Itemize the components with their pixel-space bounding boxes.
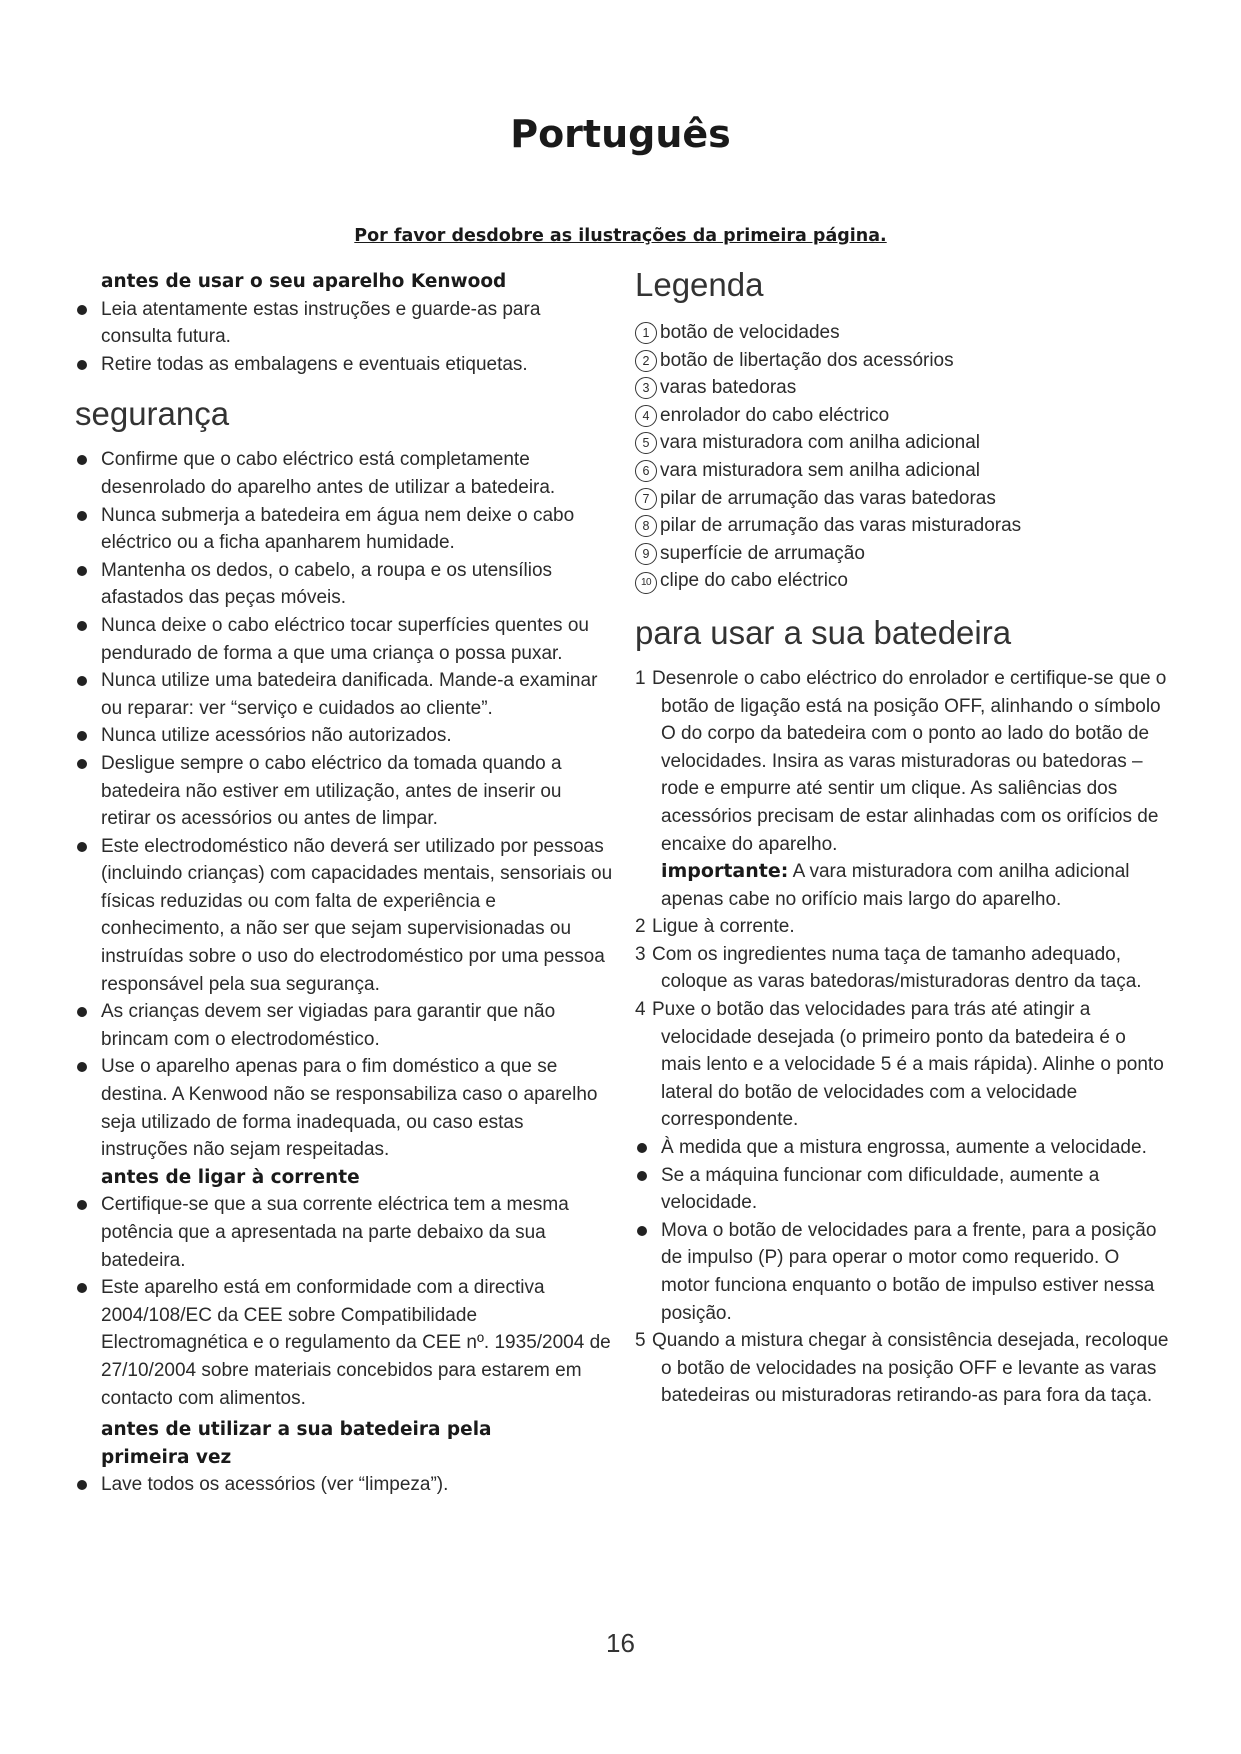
legend-number: 8 xyxy=(635,515,657,537)
unfold-illustrations-note: Por favor desdobre as ilustrações da primeira página. xyxy=(354,226,887,246)
list-item: Retire todas as embalagens e eventuais etiquetas. xyxy=(75,351,615,379)
legend-text: vara misturadora sem anilha adicional xyxy=(660,459,980,481)
legend-number: 2 xyxy=(635,350,657,372)
list-item: Confirme que o cabo eléctrico está completamente desenrolado do aparelho antes de utilizar a batedeira. xyxy=(75,446,615,501)
legend-item xyxy=(635,540,1170,568)
legend-number: 7 xyxy=(635,488,657,510)
before-use-heading: antes de usar o seu aparelho Kenwood xyxy=(101,271,507,292)
list-item: Mova o botão de velocidades para a frente, para a posição de impulso (P) para operar o motor como requerido. O motor funciona enquanto o botão de impulso estiver nessa posição. xyxy=(635,1217,1170,1327)
list-item: Nunca utilize uma batedeira danificada. Mande-a examinar ou reparar: ver “serviço e cuidados ao cliente”. xyxy=(75,667,615,722)
legend-item xyxy=(635,347,1170,375)
safety-list xyxy=(75,446,615,1163)
list-item: Este electrodoméstico não deverá ser utilizado por pessoas (incluindo crianças) com capacidades mentais, sensoriais ou físicas reduzidas ou com falta de experiência e conhecimento, a não ser que sejam supervisionadas ou instruídas sobre o uso do electrodoméstico por uma pessoa responsável pela sua segurança. xyxy=(75,833,615,999)
safety-heading: segurança xyxy=(75,395,230,433)
usage-step xyxy=(635,665,1170,913)
usage-step xyxy=(635,941,1170,996)
list-item: Se a máquina funcionar com dificuldade, aumente a velocidade. xyxy=(635,1162,1170,1217)
legend-list xyxy=(635,319,1170,595)
usage-heading: para usar a sua batedeira xyxy=(635,613,1012,651)
legend-item xyxy=(635,485,1170,513)
step-text: Ligue à corrente. xyxy=(652,916,795,938)
list-item: Desligue sempre o cabo eléctrico da tomada quando a batedeira não estiver em utilização, antes de inserir ou retirar os acessórios ou antes de limpar. xyxy=(75,750,615,833)
step-text: Puxe o botão das velocidades para trás até atingir a velocidade desejada (o primeiro ponto da batedeira é o mais lento e a velocidade 5 é a mais rápida). Alinhe o ponto lateral do botão de velocidades com a velocidade correspondente. xyxy=(652,999,1164,1131)
list-item: Nunca deixe o cabo eléctrico tocar superfícies quentes ou pendurado de forma a que uma criança o possa puxar. xyxy=(75,612,615,667)
legend-number: 1 xyxy=(635,322,657,344)
legend-text: pilar de arrumação das varas batedoras xyxy=(660,487,996,509)
before-plug-heading: antes de ligar à corrente xyxy=(101,1166,360,1188)
legend-item xyxy=(635,374,1170,402)
list-item: Nunca submerja a batedeira em água nem deixe o cabo eléctrico ou a ficha apanharem humidade. xyxy=(75,502,615,557)
first-use-list xyxy=(75,1471,615,1499)
step-text: Desenrole o cabo eléctrico do enrolador e certifique-se que o botão de ligação está na posição OFF, alinhando o símbolo O do corpo da batedeira com o ponto ao lado do botão de velocidades. Insira as varas misturadoras ou batedoras – rode e empurre até sentir um clique. As saliências dos acessórios precisam de estar alinhadas com os orifícios de encaixe do aparelho. xyxy=(652,667,1167,855)
legend-item xyxy=(635,402,1170,430)
step-number: 4 xyxy=(635,999,646,1021)
legend-text: clipe do cabo eléctrico xyxy=(660,570,848,592)
list-item: Mantenha os dedos, o cabelo, a roupa e os utensílios afastados das peças móveis. xyxy=(75,557,615,612)
before-use-list xyxy=(75,296,615,379)
legend-number: 4 xyxy=(635,405,657,427)
important-label: importante: xyxy=(661,860,789,883)
legend-number: 6 xyxy=(635,460,657,482)
step-number: 5 xyxy=(635,1330,646,1352)
usage-step xyxy=(635,913,1170,941)
right-column xyxy=(635,268,1170,1410)
legend-number: 3 xyxy=(635,377,657,399)
list-item: Leia atentamente estas instruções e guarde-as para consulta futura. xyxy=(75,296,615,351)
step-text: Com os ingredientes numa taça de tamanho adequado, coloque as varas batedoras/misturadoras dentro da taça. xyxy=(652,943,1142,993)
legend-item xyxy=(635,512,1170,540)
step-number: 1 xyxy=(635,667,646,689)
legend-item xyxy=(635,319,1170,347)
list-item: As crianças devem ser vigiadas para garantir que não brincam com o electrodoméstico. xyxy=(75,998,615,1053)
important-text: A vara misturadora com anilha adicional apenas cabe no orifício mais largo do aparelho. xyxy=(661,861,1130,910)
legend-text: botão de velocidades xyxy=(660,322,840,343)
legend-text: superfície de arrumação xyxy=(660,542,865,564)
page-number: 16 xyxy=(606,1628,635,1658)
usage-step xyxy=(635,996,1170,1134)
step-number: 3 xyxy=(635,943,646,965)
page-title: Português xyxy=(510,112,731,156)
important-note xyxy=(661,858,1170,913)
legend-number: 5 xyxy=(635,432,657,454)
legend-item xyxy=(635,567,1170,595)
list-item: Use o aparelho apenas para o fim doméstico a que se destina. A Kenwood não se responsabiliza caso o aparelho seja utilizado de forma inadequada, ou caso estas instruções não sejam respeitadas. xyxy=(75,1053,615,1163)
usage-step xyxy=(635,1327,1170,1410)
legend-item xyxy=(635,429,1170,457)
before-plug-list xyxy=(75,1191,615,1412)
first-use-heading: antes de utilizar a sua batedeira pela primeira vez xyxy=(101,1419,492,1468)
usage-steps-continued xyxy=(635,1327,1170,1410)
legend-text: vara misturadora com anilha adicional xyxy=(660,432,980,454)
list-item: Este aparelho está em conformidade com a directiva 2004/108/EC da CEE sobre Compatibilidade Electromagnética e o regulamento da CEE nº. 1935/2004 de 27/10/2004 sobre materiais concebidos para estarem em contacto com alimentos. xyxy=(75,1274,615,1412)
legend-item xyxy=(635,457,1170,485)
step-text: Quando a mistura chegar à consistência desejada, recoloque o botão de velocidades na posição OFF e levante as varas batedeiras ou misturadoras retirando-as para fora da taça. xyxy=(652,1330,1169,1407)
list-item: Certifique-se que a sua corrente eléctrica tem a mesma potência que a apresentada na parte debaixo da sua batedeira. xyxy=(75,1191,615,1274)
legend-text: pilar de arrumação das varas misturadoras xyxy=(660,515,1022,537)
legend-number: 10 xyxy=(635,572,657,594)
list-item: Nunca utilize acessórios não autorizados. xyxy=(75,722,615,750)
list-item: À medida que a mistura engrossa, aumente a velocidade. xyxy=(635,1134,1170,1162)
legend-text: enrolador do cabo eléctrico xyxy=(660,404,890,426)
legend-text: varas batedoras xyxy=(660,377,797,399)
usage-step4-bullets xyxy=(635,1134,1170,1327)
list-item: Lave todos os acessórios (ver “limpeza”). xyxy=(75,1471,615,1499)
usage-steps xyxy=(635,665,1170,1134)
legend-heading: Legenda xyxy=(635,266,764,303)
step-number: 2 xyxy=(635,916,646,938)
legend-text: botão de libertação dos acessórios xyxy=(660,349,954,371)
left-column xyxy=(75,268,615,1499)
legend-number: 9 xyxy=(635,543,657,565)
